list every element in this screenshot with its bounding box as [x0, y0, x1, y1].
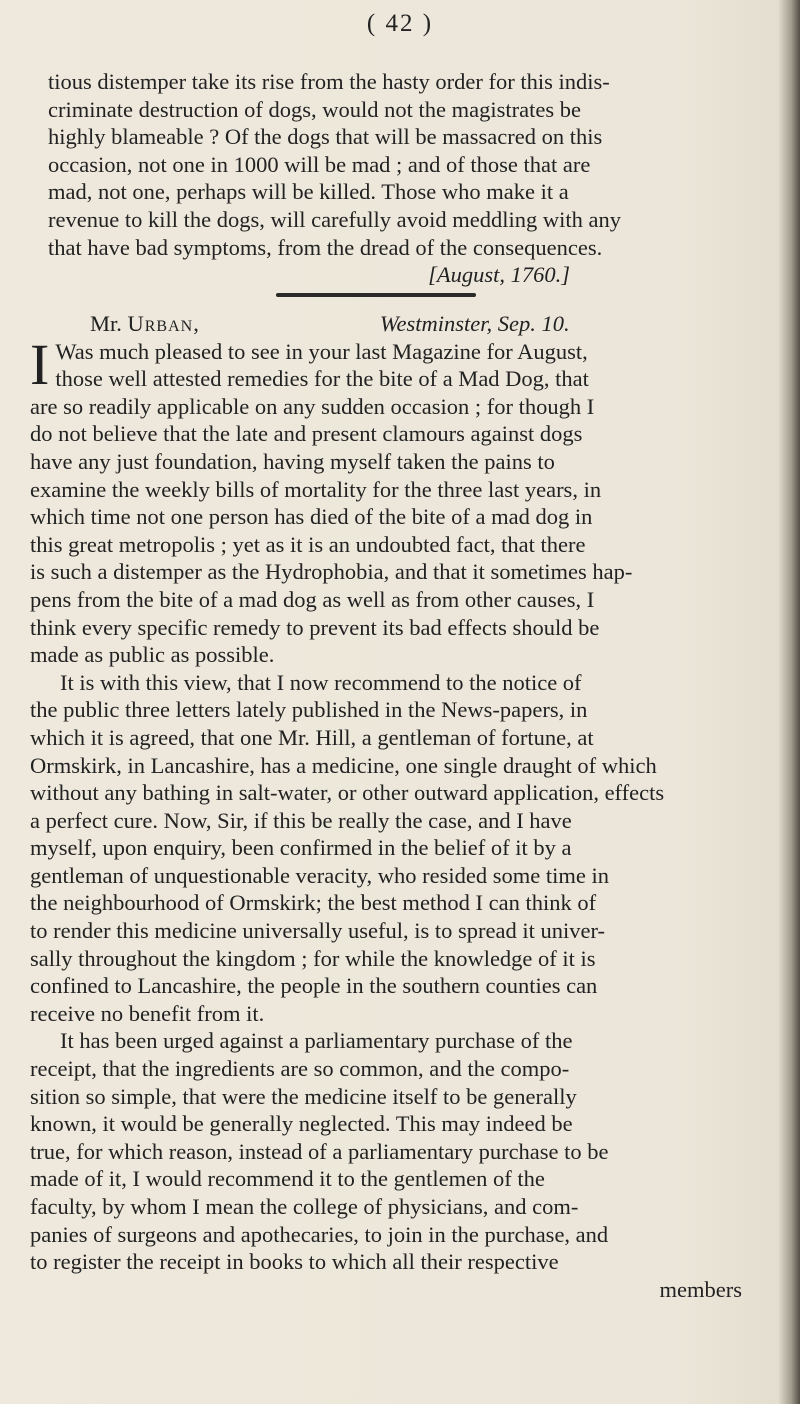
text-line: made of it, I would recommend it to the gentlemen of the: [30, 1166, 545, 1192]
text-line: without any bathing in salt-water, or other outward application, effects: [30, 780, 665, 806]
text-line: criminate destruction of dogs, would not the magistrates be: [48, 96, 582, 122]
text-line: sally throughout the kingdom ; for while the knowledge of it is: [30, 945, 596, 971]
text-line: a perfect cure. Now, Sir, if this be really the case, and I have: [30, 807, 572, 833]
text-line: true, for which reason, instead of a parliamentary purchase to be: [30, 1138, 609, 1164]
text-line: occasion, not one in 1000 will be mad ; and of those that are: [48, 151, 591, 177]
text-line: Ormskirk, in Lancashire, has a medicine, one single draught of which: [30, 752, 657, 778]
text-line: mad, not one, perhaps will be killed. Those who make it a: [48, 179, 569, 205]
text-line: to render this medicine universally useful, is to spread it univer-: [30, 918, 606, 944]
text-line: have any just foundation, having myself taken the pains to: [30, 448, 555, 474]
letter-heading: [30, 310, 782, 338]
text-line: the public three letters lately published in the News-papers, in: [30, 697, 588, 723]
text-line: myself, upon enquiry, been confirmed in the belief of it by a: [30, 835, 572, 861]
text-line: known, it would be generally neglected. This may indeed be: [30, 1111, 573, 1137]
text-line: It is with this view, that I now recommend to the notice of: [60, 669, 582, 695]
text-line: pens from the bite of a mad dog as well as from other causes, I: [30, 586, 595, 612]
text-line: tious distemper take its rise from the hasty order for this indis-: [48, 69, 610, 94]
text-line: are so readily applicable on any sudden occasion ; for though I: [30, 393, 595, 419]
text-line: which it is agreed, that one Mr. Hill, a gentleman of fortune, at: [30, 724, 594, 750]
text-line: the neighbourhood of Ormskirk; the best method I can think of: [30, 890, 597, 916]
text-line: It has been urged against a parliamentary purchase of the: [60, 1028, 573, 1054]
text-line: receipt, that the ingredients are so common, and the compo-: [30, 1056, 570, 1082]
drop-cap: I: [30, 331, 50, 397]
text-line: panies of surgeons and apothecaries, to join in the purchase, and: [30, 1221, 609, 1247]
text-line: revenue to kill the dogs, will carefully avoid meddling with any: [48, 206, 621, 232]
text-line: examine the weekly bills of mortality for the three last years, in: [30, 476, 602, 502]
text-line: sition so simple, that were the medicine itself to be generally: [30, 1083, 577, 1109]
page-number: ( 42 ): [366, 10, 434, 37]
section-divider: [276, 293, 476, 297]
text-line: those well attested remedies for the bite of a Mad Dog, that: [55, 366, 589, 392]
text-line: to register the receipt in books to which all their respective: [30, 1249, 559, 1275]
text-line: this great metropolis ; yet as it is an undoubted fact, that there: [30, 531, 586, 557]
date-line: [48, 261, 770, 289]
date-text: [August, 1760.]: [428, 262, 570, 288]
text-line: is such a distemper as the Hydrophobia, and that it sometimes hap-: [30, 559, 633, 585]
text-line: that have bad symptoms, from the dread of the consequences.: [48, 234, 603, 260]
text-line: do not believe that the late and present clamours against dogs: [30, 421, 583, 447]
text-line: made as public as possible.: [30, 642, 275, 668]
letter-body: [30, 310, 782, 1303]
salutation-prefix: Mr.: [90, 311, 122, 336]
preceding-paragraph: [48, 68, 770, 289]
text-line: faculty, by whom I mean the college of physicians, and com-: [30, 1194, 579, 1219]
text-line: Was much pleased to see in your last Magazine for August,: [55, 338, 588, 364]
text-line: confined to Lancashire, the people in the southern counties can: [30, 973, 598, 999]
salutation-name: Urban,: [127, 311, 200, 336]
letter-address: Westminster, Sep. 10.: [379, 311, 570, 336]
text-line: think every specific remedy to prevent its bad effects should be: [30, 614, 600, 640]
text-line: which time not one person has died of the bite of a mad dog in: [30, 504, 593, 530]
text-line: receive no benefit from it.: [30, 1000, 265, 1026]
text-line: members: [659, 1276, 742, 1302]
text-line: highly blameable ? Of the dogs that will be massacred on this: [48, 124, 603, 150]
text-line: gentleman of unquestionable veracity, who resided some time in: [30, 862, 610, 888]
